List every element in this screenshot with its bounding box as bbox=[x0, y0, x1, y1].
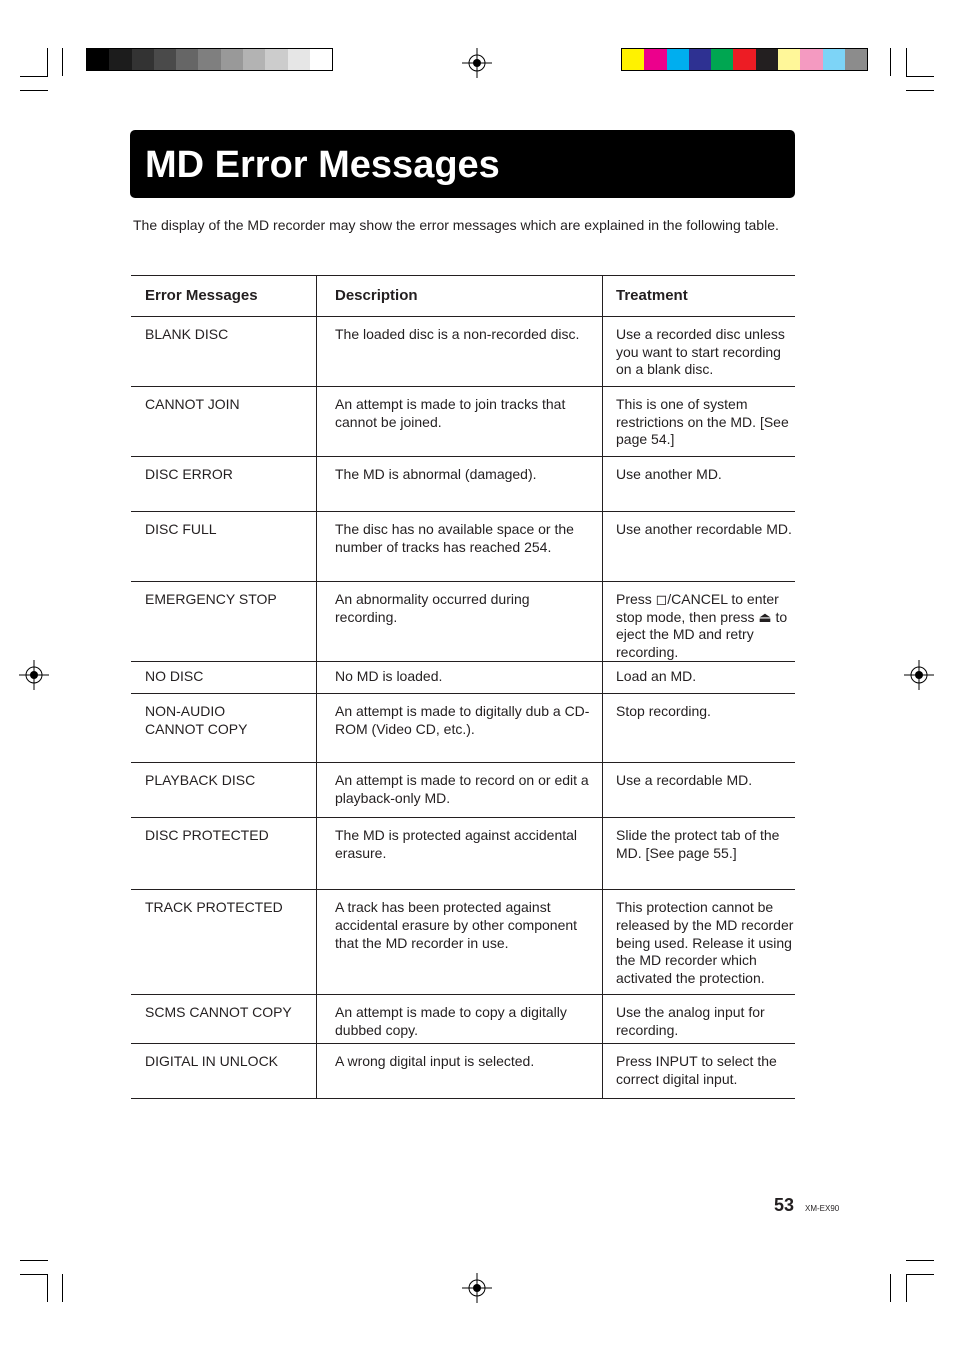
color-swatch bbox=[711, 49, 733, 70]
page-title: MD Error Messages bbox=[145, 144, 500, 186]
description-cell: A wrong digital input is selected. bbox=[317, 1044, 603, 1099]
error-messages-table bbox=[131, 275, 795, 1099]
table-row bbox=[131, 512, 795, 582]
error-message: DISC PROTECTED bbox=[145, 827, 269, 844]
color-swatch bbox=[644, 49, 666, 70]
color-swatch bbox=[176, 49, 198, 70]
error-message-cell bbox=[131, 818, 317, 890]
error-message: NON-AUDIO CANNOT COPY bbox=[145, 703, 248, 737]
description-cell: The MD is abnormal (damaged). bbox=[317, 457, 603, 512]
error-message-cell bbox=[131, 1044, 317, 1099]
description-cell: A track has been protected against accidental erasure by other component that the MD recorder in use. bbox=[317, 890, 603, 995]
treatment-cell: Slide the protect tab of the MD. [See page 55.] bbox=[603, 818, 796, 890]
error-message-cell bbox=[131, 582, 317, 662]
error-message-cell bbox=[131, 763, 317, 818]
color-swatch bbox=[198, 49, 220, 70]
treatment-cell: Use the analog input for recording. bbox=[603, 995, 796, 1044]
color-swatch bbox=[689, 49, 711, 70]
error-message: SCMS CANNOT COPY bbox=[145, 1004, 292, 1021]
table-row bbox=[131, 890, 795, 995]
error-message-cell bbox=[131, 694, 317, 763]
table-row bbox=[131, 387, 795, 457]
color-swatch bbox=[622, 49, 644, 70]
table-header-row bbox=[131, 276, 795, 317]
description-cell: An attempt is made to record on or edit a playback-only MD. bbox=[317, 763, 603, 818]
treatment-cell: Press ◻/CANCEL to enter stop mode, then press ⏏ to eject the MD and retry recording. bbox=[603, 582, 796, 662]
registration-mark-icon bbox=[19, 660, 49, 690]
error-message: CANNOT JOIN bbox=[145, 396, 240, 412]
table-row bbox=[131, 995, 795, 1044]
error-message: NO DISC bbox=[145, 668, 204, 685]
description-cell: An abnormality occurred during recording. bbox=[317, 582, 603, 662]
treatment-cell: Press INPUT to select the correct digital input. bbox=[603, 1044, 796, 1099]
description-cell: An attempt is made to digitally dub a CD-ROM (Video CD, etc.). bbox=[317, 694, 603, 763]
color-swatch bbox=[87, 49, 109, 70]
error-message-cell bbox=[131, 457, 317, 512]
description-cell: The MD is protected against accidental erasure. bbox=[317, 818, 603, 890]
column-header-description: Description bbox=[317, 276, 603, 317]
color-swatch bbox=[243, 49, 265, 70]
treatment-cell: Use another MD. bbox=[603, 457, 796, 512]
error-message: TRACK PROTECTED bbox=[145, 899, 283, 916]
title-banner bbox=[130, 130, 795, 198]
treatment-cell: Stop recording. bbox=[603, 694, 796, 763]
table-row bbox=[131, 694, 795, 763]
color-swatch bbox=[733, 49, 755, 70]
table-row bbox=[131, 818, 795, 890]
color-swatch bbox=[310, 49, 332, 70]
registration-mark-icon bbox=[462, 1273, 492, 1303]
table-row bbox=[131, 317, 795, 387]
description-cell: The disc has no available space or the number of tracks has reached 254. bbox=[317, 512, 603, 582]
color-swatch bbox=[845, 49, 867, 70]
error-message-cell bbox=[131, 995, 317, 1044]
treatment-cell: This is one of system restrictions on the MD. [See page 54.] bbox=[603, 387, 796, 457]
color-swatch bbox=[132, 49, 154, 70]
table-row bbox=[131, 763, 795, 818]
page-number: 53 bbox=[774, 1195, 795, 1215]
treatment-cell: Use a recorded disc unless you want to start recording on a blank disc. bbox=[603, 317, 796, 387]
color-swatch bbox=[221, 49, 243, 70]
table-row bbox=[131, 662, 795, 694]
treatment-cell: This protection cannot be released by the MD recorder being used. Release it using the MD recorder which activated the protection. bbox=[603, 890, 796, 995]
intro-paragraph: The display of the MD recorder may show the error messages which are explained in the following table. bbox=[133, 217, 779, 233]
color-swatch bbox=[778, 49, 800, 70]
error-message-cell bbox=[131, 662, 317, 694]
error-message: BLANK DISC bbox=[145, 326, 229, 342]
description-cell: No MD is loaded. bbox=[317, 662, 603, 694]
registration-mark-icon bbox=[904, 660, 934, 690]
color-swatch bbox=[667, 49, 689, 70]
table-row bbox=[131, 582, 795, 662]
error-message: EMERGENCY STOP bbox=[145, 591, 277, 607]
column-header-error-messages: Error Messages bbox=[145, 287, 258, 304]
color-swatch bbox=[823, 49, 845, 70]
color-swatch bbox=[288, 49, 310, 70]
gray-color-bar bbox=[86, 48, 333, 71]
color-swatch bbox=[154, 49, 176, 70]
treatment-cell: Load an MD. bbox=[603, 662, 796, 694]
registration-mark-icon bbox=[462, 48, 492, 78]
error-message-cell bbox=[131, 317, 317, 387]
error-message: DIGITAL IN UNLOCK bbox=[145, 1053, 279, 1070]
error-message-cell bbox=[131, 890, 317, 995]
table-row bbox=[131, 457, 795, 512]
color-swatch bbox=[109, 49, 131, 70]
error-message-cell bbox=[131, 387, 317, 457]
table-row bbox=[131, 1044, 795, 1099]
treatment-cell: Use another recordable MD. bbox=[603, 512, 796, 582]
color-swatch bbox=[265, 49, 287, 70]
error-message: DISC FULL bbox=[145, 521, 217, 537]
error-message: DISC ERROR bbox=[145, 466, 233, 482]
color-swatch bbox=[756, 49, 778, 70]
treatment-cell: Use a recordable MD. bbox=[603, 763, 796, 818]
error-message: PLAYBACK DISC bbox=[145, 772, 256, 789]
color-swatch bbox=[800, 49, 822, 70]
description-cell: The loaded disc is a non-recorded disc. bbox=[317, 317, 603, 387]
color-bar bbox=[621, 48, 868, 71]
column-header-treatment: Treatment bbox=[603, 276, 796, 317]
model-number: XM-EX90 bbox=[805, 1204, 840, 1213]
error-message-cell bbox=[131, 512, 317, 582]
description-cell: An attempt is made to copy a digitally dubbed copy. bbox=[317, 995, 603, 1044]
description-cell: An attempt is made to join tracks that cannot be joined. bbox=[317, 387, 603, 457]
